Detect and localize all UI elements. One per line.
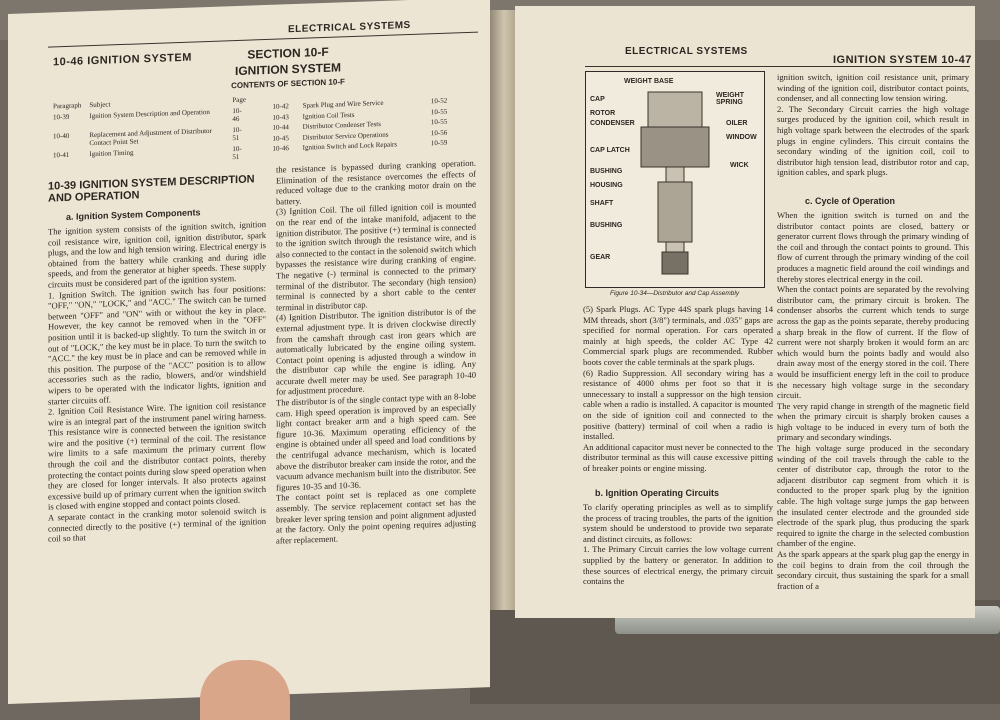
- subheading: b. Ignition Operating Circuits: [595, 488, 720, 498]
- toc-row: 10-41 Ignition Timing 10-51: [53, 144, 242, 162]
- section-heading: 10-39 IGNITION SYSTEM DESCRIPTION AND OPERATION: [48, 173, 255, 205]
- toc-row: 10-42 Spark Plug and Wire Service 10-52: [272, 96, 448, 111]
- divider: [48, 32, 478, 48]
- figure-label: ROTOR: [590, 110, 616, 117]
- body-column-2: the resistance is bypassed during cranking operation. Elimination of the resistance overcomes the effects of reduced voltage due to the cranking motor drain on the battery. (3) Ignition Coil. The oil filled ignition coil is mounted on the rear end of the intake manifold, adjacent to the ignition distributor. The positive (+) terminal is connected to the ignition switch through the resistance wire, and is also connected to the contact in the solenoid switch which bypasses the resistance wire during cranking of engine. The negative (-) terminal is connected to the primary terminal of the distributor. The secondary (high tension) terminal is connected by a short cable to the center terminal in distributor cap. (4) Ignition Distributor. The ignition distributor is of the external adjustment type. It is driven clockwise directly from the camshaft through cast iron gears which are automatically lubricated by the engine oiling system. Contact point opening is adjusted through a window in the distributor cap while the engine is idling. Any accurate dwell meter may be used. See paragraph 10-40 for adjustment procedure. The distributor is of the single contact type with an 8-lobe cam. High speed operation is improved by an especially light contact breaker arm and a high speed cam. See figure 10-36. Maximum operating efficiency of the engine is obtained under all speed and load conditions by the centrifugal advance mechanism, which is located above the distributor breaker cam inside the rotor, and the vacuum advance mechanism built into the distributor. See figures 10-35 and 10-36. The contact point set is replaced as one complete assembly. The service replacement contact set has the breaker lever spring tension and point alignment adjusted at the factory. Only the point opening requires adjusting after replacement.: [276, 157, 476, 546]
- figure-label: WICK: [730, 162, 749, 169]
- figure-label: GEAR: [590, 254, 611, 261]
- subheading: a. Ignition System Components: [66, 207, 201, 222]
- toc-header: Subject: [89, 100, 111, 110]
- left-page: [8, 0, 490, 704]
- toc-row: 10-40 Replacement and Adjustment of Distributor Contact Point Set 10-51: [53, 125, 242, 148]
- figure-label: WEIGHT BASE: [624, 78, 674, 85]
- figure-label: CONDENSER: [590, 120, 635, 127]
- distributor-figure: [585, 71, 765, 288]
- figure-caption: Figure 10-34—Distributor and Cap Assembly: [610, 290, 740, 297]
- section-title: SECTION 10-F: [247, 44, 329, 62]
- figure-label: CAP LATCH: [590, 147, 630, 154]
- body-column-1: (5) Spark Plugs. AC Type 44S spark plugs having 14 MM threads, short (3/8") terminals, and .035" gaps are specified for normal operation. For cars operated mainly at high speeds, the colder AC Type 42 Commercial spark plugs are recommended. Rubber boots cover the cable terminals at the spark plugs. (6) Radio Suppression. All secondary wiring has a resistance of 4000 ohms per foot so that it is unnecessary to install a suppressor on the high tension cable when a radio is installed. A capacitor is mounted on the side of ignition coil and connected to the positive (battery) terminal of coil when a radio is installed. An additional capacitor must never be connected to the distributor terminal as this will cause excessive pitting of breaker points or engine missing.: [583, 304, 773, 473]
- toc-left: [48, 93, 253, 170]
- body-column-1b: To clarify operating principles as well as to simplify the process of tracing troubles, the parts of the ignition system should be understood to provide two separate and distinct circuits, as follows: 1. The Primary Circuit carries the low voltage current supplied by the battery or generator. In addition to these sources of electrical energy, the primary circuit contains the: [583, 502, 773, 587]
- figure-label: BUSHING: [590, 168, 623, 175]
- page-label: IGNITION SYSTEM 10-47: [833, 54, 972, 66]
- figure-label: WINDOW: [726, 134, 757, 141]
- toc-row: 10-39 Ignition System Description and Operation 10-46: [53, 106, 242, 124]
- toc-row: 10-44 Distributor Condenser Tests 10-55: [272, 117, 448, 132]
- figure-label: OILER: [726, 120, 748, 127]
- right-page: [515, 6, 975, 618]
- toc-header: Page: [232, 95, 247, 105]
- running-head: ELECTRICAL SYSTEMS: [625, 46, 748, 57]
- figure-label: CAP: [590, 96, 605, 103]
- body-column-2b: When the ignition switch is turned on and the distributor contact points are closed, battery or generator current flows through the primary winding of the coil and through the contact points to ground. This flow of current through the primary winding of the coil produces a magnetic field around the coil windings and thereby stores electrical energy in the coil. When the contact points are separated by the revolving distributor cam, the primary circuit is broken. The condenser absorbs the current which tends to surge across the gap as the points separate, thereby producing a sharp break in the flow of current. If the flow of current were not sharply broken it would form an arc which would burn the points badly and would also drain away most of the energy stored in the coil. There would be insufficient energy left in the coil to produce the necessary high voltage surge in the secondary circuit. The very rapid change in strength of the magnetic field when the primary circuit is sharply broken causes a high voltage to be induced in every turn of both the primary and secondary windings. The high voltage surge produced in the secondary winding of the coil travels through the cable to the center of distributor cap, through the rotor to the adjacent distributor cap segment from which it is conducted to the proper spark plug by the ignition cable. The high voltage surge jumps the gap between the insulated center electrode and the grounded side electrode of the spark plug, thus producing the spark required to ignite the charge in the selected combustion chamber of the engine. As the spark appears at the spark plug gap the energy in the coil begins to drain from the coil through the secondary circuit, thus sustaining the spark for a small fraction of a: [777, 210, 969, 591]
- figure-label: BUSHING: [590, 222, 623, 229]
- section-subtitle: IGNITION SYSTEM: [234, 60, 341, 79]
- divider: [585, 66, 970, 67]
- body-column-1: The ignition system consists of the ignition switch, ignition coil resistance wire, ignition coil, ignition distributor, spark plugs, and the low and high tension wiring. Electrical energy is obtained from the battery while cranking and during idle speeds, and from the generator at higher speeds. These supply circuits must be considered part of the ignition system. 1. Ignition Switch. The ignition switch has four positions: "OFF," "ON," "LOCK," and "ACC." The switch can be turned between "OFF" and "ON" with or without the key in place. However, the key cannot be removed when in the "OFF" position until it is backed-up slightly. To turn the switch in or out of "LOCK," the key must be in place. To turn the switch to "ACC." the key must be in place and can be removed while in this position. The purpose of the "ACC" position is to allow accessories such as the radio, blowers, and/or windshield wipers to be operated with the indicator lights, ignition and starter circuits off. 2. Ignition Coil Resistance Wire. The ignition coil resistance wire is an integral part of the instrument panel wiring harness. This resistance wire is connected between the ignition switch wire and the positive (+) terminal of the coil. The resistance wire limits to a safe maximum the primary current flow through the coil and the distributor contact points, thereby protecting the contact points during slow speed operation when they are closed for longer intervals. It also protects against excessive build up of primary current when the ignition switch is closed with engine stopped and contact points closed. A separate contact in the cranking motor solenoid switch is connected directly to the positive (+) terminal of the ignition coil so that: [48, 218, 266, 544]
- contents-title: CONTENTS OF SECTION 10-F: [231, 77, 345, 91]
- toc-row: 10-45 Distributor Service Operations 10-56: [272, 128, 448, 143]
- running-head: ELECTRICAL SYSTEMS: [288, 19, 411, 36]
- toc-row: 10-43 Ignition Coil Tests 10-55: [272, 107, 448, 122]
- figure-label: HOUSING: [590, 182, 623, 189]
- figure-label: WEIGHT SPRING: [716, 92, 744, 106]
- subheading: c. Cycle of Operation: [805, 196, 896, 206]
- page-label: 10-46 IGNITION SYSTEM: [53, 51, 192, 69]
- figure-label: SHAFT: [590, 200, 614, 207]
- toc-header: Paragraph: [53, 101, 82, 111]
- toc-row: 10-46 Ignition Switch and Lock Repairs 10-59: [272, 138, 448, 153]
- toc-right: [258, 94, 458, 155]
- body-column-2: ignition switch, ignition coil resistance unit, primary winding of the ignition coil, distributor contact points, condenser, and all connecting low tension wiring. 2. The Secondary Circuit carries the high voltage surges produced by the ignition coil, which result in high voltage spark between the electrodes of the spark plugs in engine cylinders. This circuit contains the secondary winding of the ignition coil, coil to distributor high tension lead, distributor rotor and cap, ignition cables, and spark plugs.: [777, 72, 969, 178]
